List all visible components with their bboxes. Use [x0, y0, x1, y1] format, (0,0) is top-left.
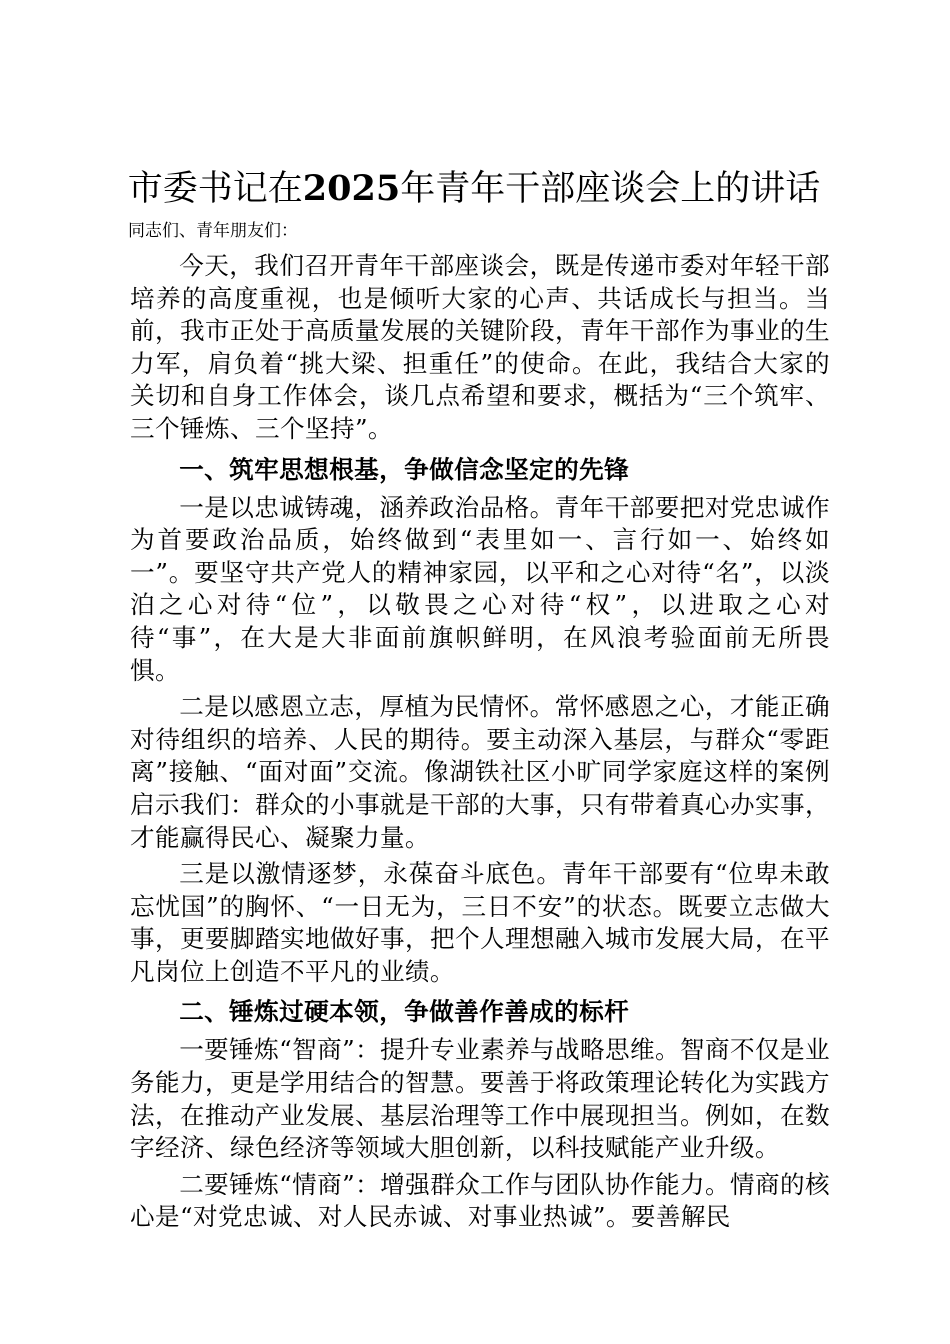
intro-paragraph: 今天，我们召开青年干部座谈会，既是传递市委对年轻干部培养的高度重视，也是倾听大家的心声、共话成长与担当。当前，我市正处于高质量发展的关键阶段，青年干部作为事业的生力军，肩负着“挑大梁、担重任”的使命。在此，我结合大家的关切和自身工作体会，谈几点希望和要求，概括为“三个筑牢、三个锤炼、三个坚持”。: [130, 251, 830, 443]
section-1-paragraph-3: 三是以激情逐梦，永葆奋斗底色。青年干部要有“位卑未敢忘忧国”的胸怀、“一日无为，三日不安”的状态。既要立志做大事，更要脚踏实地做好事，把个人理想融入城市发展大局，在平凡岗位上创造不平凡的业绩。: [130, 859, 830, 986]
salutation: 同志们、青年朋友们：: [128, 221, 298, 241]
section-1-paragraph-1: 一是以忠诚铸魂，涵养政治品格。青年干部要把对党忠诚作为首要政治品质，始终做到“表里如一、言行如一、始终如一”。要坚守共产党人的精神家园，以平和之心对待“名”，以淡泊之心对待“位”，以敬畏之心对待“权”，以进取之心对待“事”，在大是大非面前旗帜鲜明，在风浪考验面前无所畏惧。: [130, 492, 830, 685]
section-1-heading: 一、筑牢思想根基，争做信念坚定的先锋: [179, 454, 630, 484]
document-body: [130, 250, 830, 1238]
title-suffix: 年青年干部座谈会上的讲话: [400, 169, 821, 209]
title-prefix: 市委书记在: [127, 169, 303, 209]
section-1-paragraph-2: 二是以感恩立志，厚植为民情怀。常怀感恩之心，才能正确对待组织的培养、人民的期待。要主动深入基层，与群众“零距离”接触、“面对面”交流。像湖铁社区小旷同学家庭这样的案例启示我们：群众的小事就是干部的大事，只有带着真心办实事，才能赢得民心、凝聚力量。: [130, 692, 830, 852]
title-year: 2025: [302, 168, 401, 209]
section-2-paragraph-1: 一要锤炼“智商”：提升专业素养与战略思维。智商不仅是业务能力，更是学用结合的智慧。要善于将政策理论转化为实践方法，在推动产业发展、基层治理等工作中展现担当。例如，在数字经济、绿色经济等领域大胆创新，以科技赋能产业升级。: [130, 1035, 830, 1163]
document-title: [124, 166, 824, 212]
section-2-heading: 二、锤炼过硬本领，争做善作善成的标杆: [179, 997, 630, 1027]
section-2-paragraph-2: 二要锤炼“情商”：增强群众工作与团队协作能力。情商的核心是“对党忠诚、对人民赤诚、对事业热诚”。要善解民: [130, 1169, 830, 1232]
